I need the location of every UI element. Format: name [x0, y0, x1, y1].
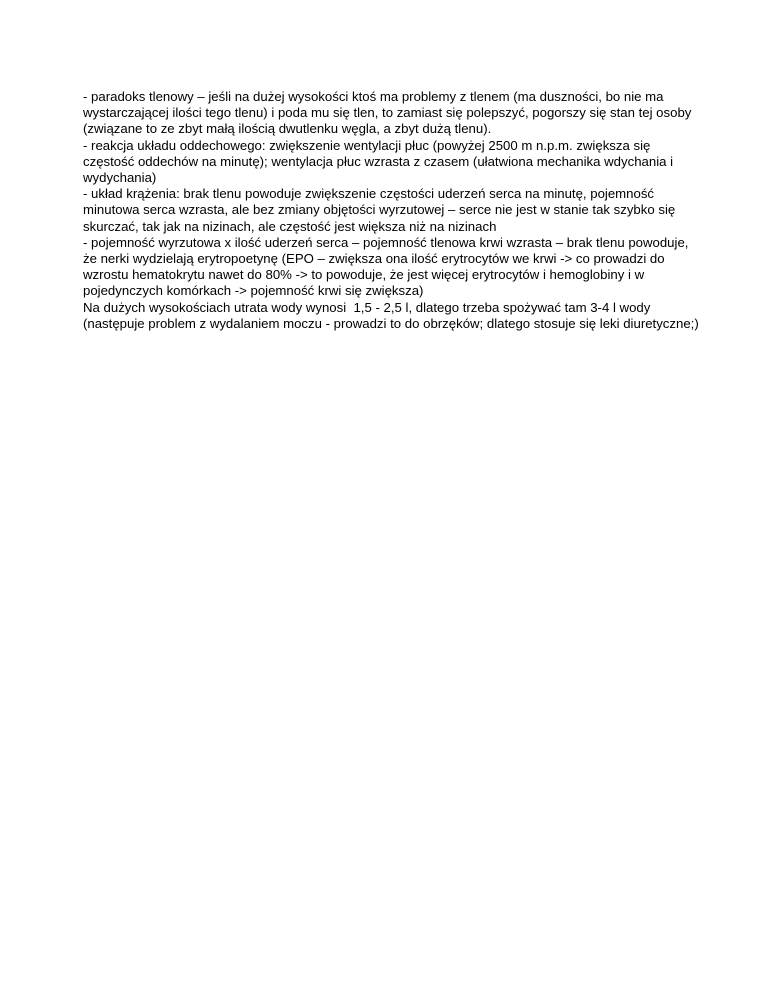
document-text-block — [83, 89, 715, 332]
text-line: (następuje problem z wydalaniem moczu - prowadzi to do obrzęków; dlatego stosuje się leki diuretyczne;) — [83, 315, 699, 331]
text-line: że nerki wydzielają erytropoetynę (EPO – zwiększa ona ilość erytrocytów we krwi -> co prowadzi do — [83, 251, 665, 267]
text-line: minutowa serca wzrasta, ale bez zmiany objętości wyrzutowej – serce nie jest w stanie tak szybko się — [83, 202, 676, 218]
text-line: częstość oddechów na minutę); wentylacja płuc wzrasta z czasem (ułatwiona mechanika wdychania i — [83, 153, 674, 169]
text-line: wzrostu hematokrytu nawet do 80% -> to powoduje, że jest więcej erytrocytów i hemoglobiny i w — [83, 267, 645, 283]
text-line: - paradoks tlenowy – jeśli na dużej wysokości ktoś ma problemy z tlenem (ma duszności, bo nie ma — [83, 89, 664, 104]
text-line: Na dużych wysokościach utrata wody wynosi 1,5 - 2,5 l, dlatego trzeba spożywać tam 3-4 l wody — [83, 299, 651, 315]
text-line: (związane to ze zbyt małą ilością dwutlenku węgla, a zbyt dużą tlenu). — [83, 121, 492, 137]
text-line: wystarczającej ilości tego tlenu) i poda mu się tlen, to zamiast się polepszyć, pogorszy się stan tej osoby — [83, 105, 692, 121]
text-line: - reakcja układu oddechowego: zwiększenie wentylacji płuc (powyżej 2500 m n.p.m. zwiększa się — [83, 137, 651, 153]
text-line: skurczać, tak jak na nizinach, ale częstość jest większa niż na nizinach — [83, 218, 497, 234]
text-line: - pojemność wyrzutowa x ilość uderzeń serca – pojemność tlenowa krwi wzrasta – brak tlenu powoduje, — [83, 234, 689, 250]
text-line: wydychania) — [83, 170, 157, 186]
text-line: - układ krążenia: brak tlenu powoduje zwiększenie częstości uderzeń serca na minutę, pojemność — [83, 186, 655, 202]
text-line: pojedynczych komórkach -> pojemność krwi się zwiększa) — [83, 283, 424, 299]
